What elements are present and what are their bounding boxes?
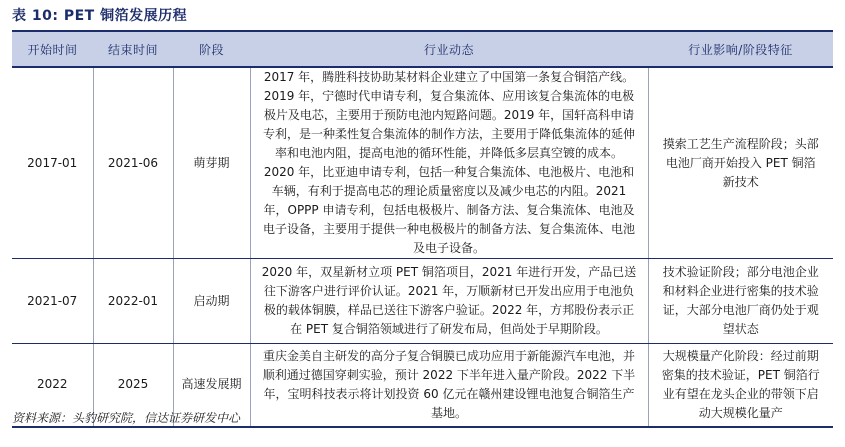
- header-industry-dynamics: 行业动态: [250, 31, 648, 67]
- header-start-time: 开始时间: [12, 31, 93, 67]
- row-end: 2022-01: [93, 259, 173, 344]
- header-industry-impact: 行业影响/阶段特征: [648, 31, 833, 67]
- row-impact: 大规模量产化阶段：经过前期密集的技术验证，PET 铜箔行业有望在龙头企业的带领下启动大规模化量产: [648, 344, 833, 427]
- row-dynamics: 重庆金美自主研发的高分子复合铜膜已成功应用于新能源汽车电池，并顺利通过德国穿刺实验，预计 2022 下半年进入量产阶段。2022 下半年，宝明科技表示将计划投资 60 亿元在赣州建设锂电池复合铜箔生产基地。: [250, 344, 648, 427]
- table-row: [12, 259, 833, 344]
- row-dynamics: 2020 年，双星新材立项 PET 铜箔项目，2021 年进行开发，产品已送往下游客户进行评价认证。2021 年，万顺新材已开发出应用于电池负极的载体铜膜，样品已送往下游客户验证。2022 年，方邦股份表示正在 PET 复合铜箔领域进行了研发布局，但尚处于早期阶段。: [250, 259, 648, 344]
- source-note: 资料来源：头豹研究院，信达证券研发中心: [12, 411, 241, 425]
- row-start: 2022: [12, 344, 93, 427]
- row-end: 2021-06: [93, 67, 173, 259]
- pet-copper-foil-table: [12, 30, 833, 428]
- row-stage: 启动期: [173, 259, 250, 344]
- row-impact: 技术验证阶段；部分电池企业和材料企业进行密集的技术验证，大部分电池厂商仍处于观望状态: [648, 259, 833, 344]
- row-dynamics: 2017 年，腾胜科技协助某材料企业建立了中国第一条复合铜箔产线。2019 年，宁德时代申请专利，复合集流体、应用该复合集流体的电极极片及电芯，主要用于预防电池内短路问题。2019 年，国轩高科申请专利，是一种柔性复合集流体的制作方法，主要用于降低集流体的延伸率和电池内阻，提高电池的循环性能，并降低多层真空镀的成本。2020 年，比亚迪申请专利，包括一种复合集流体、电池极片、电池和车辆，有利于提高电芯的理论质量密度以及减少电芯的内阻。2021 年，OPPP 申请专利，包括电极极片、制备方法、复合集流体、电池及电子设备，主要用于提供一种电极极片的制备方法、复合集流体、电池及电子设备。: [250, 67, 648, 259]
- row-start: 2017-01: [12, 67, 93, 259]
- row-stage: 萌芽期: [173, 67, 250, 259]
- table-title: 表 10: PET 铜箔发展历程: [12, 8, 188, 24]
- header-stage: 阶段: [173, 31, 250, 67]
- row-impact: 摸索工艺生产流程阶段；头部电池厂商开始投入 PET 铜箔新技术: [648, 67, 833, 259]
- header-end-time: 结束时间: [93, 31, 173, 67]
- row-end: 2025: [93, 344, 173, 427]
- table-row: [12, 67, 833, 259]
- row-start: 2021-07: [12, 259, 93, 344]
- header-row: [12, 31, 833, 67]
- row-stage: 高速发展期: [173, 344, 250, 427]
